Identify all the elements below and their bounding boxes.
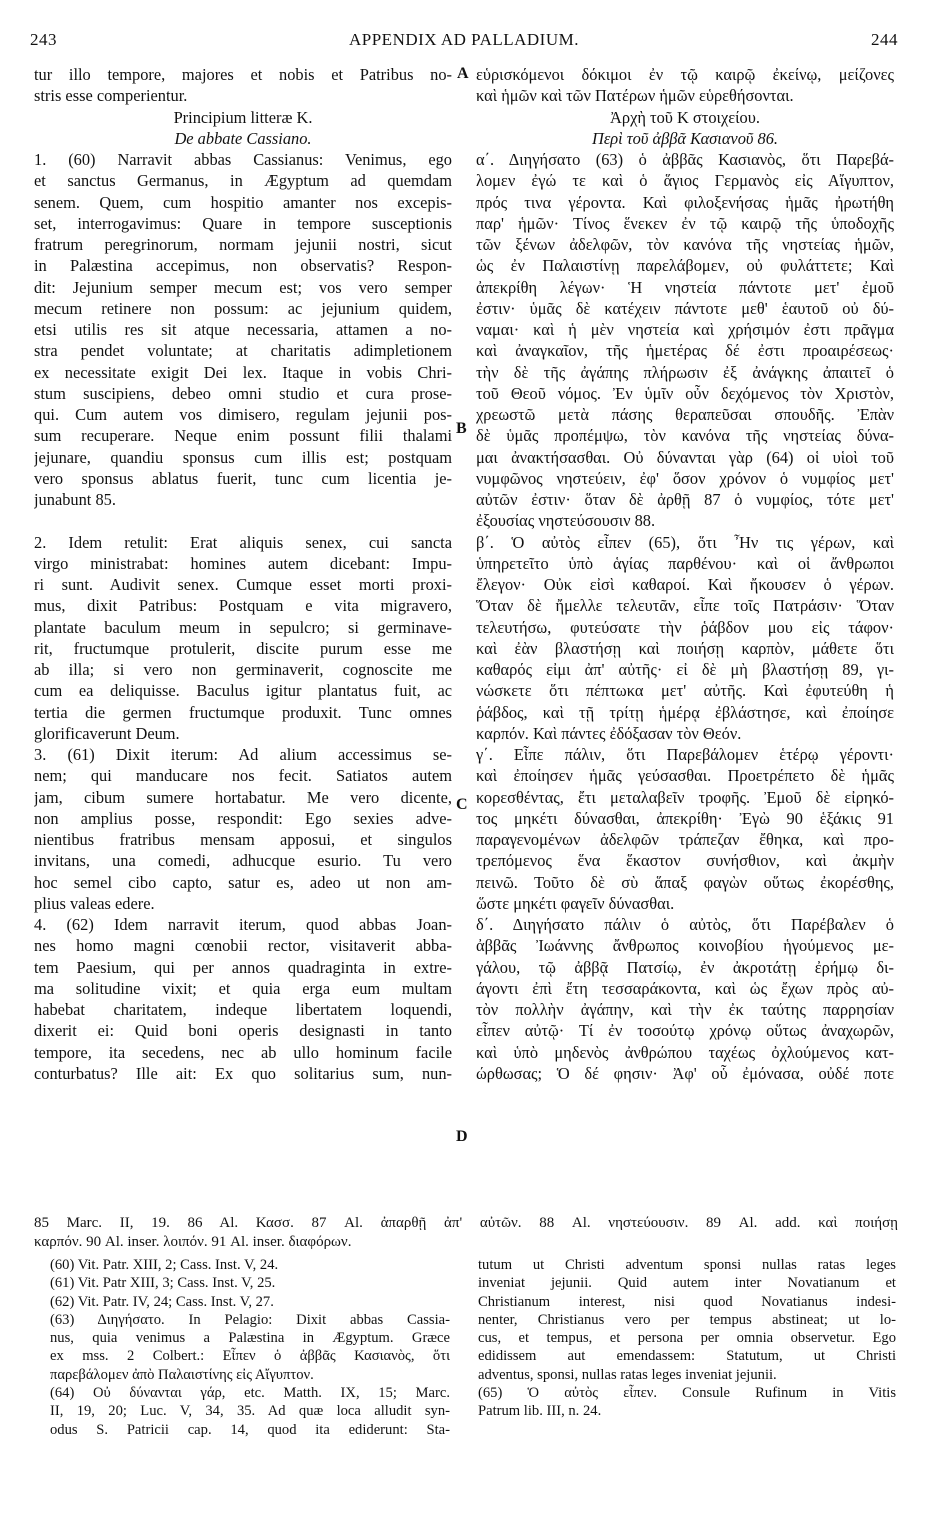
latin-text-line: non amplius posse, respondit: Ego sexies adve- xyxy=(34,808,452,828)
footnote-line: nus, quia venimus a Palæstina in Ægyptum. Græce xyxy=(50,1330,450,1347)
latin-text-line: stris esse comperientur. xyxy=(34,86,188,106)
footnotes-left xyxy=(50,1256,450,1439)
greek-text-line: δ΄. Διηγήσατο πάλιν ὁ αὐτὸς, ὅτι Παρέβαλεν ὁ xyxy=(476,915,894,934)
latin-text-line: tur illo tempore, majores et nobis et Patribus no- xyxy=(34,65,452,84)
greek-text-line: τοῦ Θεοῦ νόμος. Ἐν ὑμῖν οὖν δεχόμενος τὸν Χριστὸν, xyxy=(476,383,894,403)
latin-column xyxy=(34,64,452,1084)
footnote-line: (65) Ὁ αὐτὸς εἶπεν. Consule Rufinum in Vitis xyxy=(478,1385,896,1402)
latin-text-line: dit: Jejunium semper mecum est; vos vero semper xyxy=(34,277,452,297)
footnote-line: Christianum interest, nisi quod Novatianus indesi- xyxy=(478,1293,896,1310)
greek-text-line: κορεσθέντας, ἔτι μεταλαβεῖν τροφῆς. Ἐμοῦ δὲ εἰρηκό- xyxy=(476,787,894,807)
greek-text-line: τὸν πολλὴν ἀγάπην, καὶ τὴν ἐκ ταύτης παρρησίαν xyxy=(476,1000,894,1019)
greek-text-line: ἀπεκρίθη λέγων· Ἡ νηστεία πάντοτε μετ' ἐμοῦ xyxy=(476,277,894,297)
latin-text-line: nientibus fratribus mensam apposui, et singulos xyxy=(34,830,452,849)
latin-text-line: nes homo magni cœnobii rector, visitaverit abba- xyxy=(34,936,452,956)
greek-text-line: καρπόν. Καὶ πάντες ἐδόξασαν τὸν Θεόν. xyxy=(476,723,742,743)
latin-text-line xyxy=(34,510,452,531)
footnote-line: II, 19, 20; Luc. V, 34, 35. Ad quæ loca alludit syn- xyxy=(50,1403,450,1420)
greek-text-line: ἀββᾶς Ἰωάννης ἄνθρωπος κοινοβίου ἡγούμενος με- xyxy=(476,936,894,956)
latin-text-line: plantate baculum meum in sepulcro; si germinave- xyxy=(34,617,452,637)
latin-text-line: ri sunt. Audivit senex. Cumque esset morti proxi- xyxy=(34,575,452,594)
greek-text-line: Ὅταν δὲ ἤμελλε τελευτᾶν, εἶπε τοῖς Πατράσιν· Ὅταν xyxy=(476,596,894,616)
greek-text-line: ῥάβδος, καὶ τῇ τρίτῃ ἡμέρᾳ ἐβλάστησε, καὶ ἐποίησε xyxy=(476,702,894,722)
greek-text-line: γάλου, τῷ ἀββᾷ Πατσίῳ, ἐν ἀκροτάτῃ ἐρήμῳ δι- xyxy=(476,957,894,977)
latin-text-line: nem; qui manducare nos fecit. Satiatos autem xyxy=(34,766,452,786)
latin-text-line: conturbatus? Ille ait: Ex quo solitarius sum, nun- xyxy=(34,1063,452,1083)
latin-text-line: invitans, una comedi, adhucque esurio. Tu vero xyxy=(34,851,452,871)
footnote-line: ex mss. 2 Colbert.: Εἶπεν ὁ ἀββᾶς Κασιανὸς, ὅτι xyxy=(50,1348,450,1365)
greek-text-line: τὴν δὲ τῆς ἀγάπης πλήρωσιν ἐξ ἀνάγκης ἀπαιτεῖ ὁ xyxy=(476,362,894,382)
running-header xyxy=(30,30,898,52)
latin-text-line: stum suscipiens, debeo omni studio et cura prose- xyxy=(34,383,452,403)
latin-text-line: qui. Cum autem vos dimisero, regulam jejunii pos- xyxy=(34,405,452,424)
latin-text-line: vero sponsus ablatus fuerit, tunc cum licentia je- xyxy=(34,468,452,488)
latin-text-line: et sanctus Germanus, in Ægyptum ad quemdam xyxy=(34,171,452,191)
latin-text-line: etsi utilis res sit atque necessaria, attamen a no- xyxy=(34,320,452,339)
footnote-line: nenter, Christianus vero per tempus abstineat; ut lo- xyxy=(478,1311,896,1328)
latin-text-line: 4. (62) Idem narravit iterum, quod abbas Joan- xyxy=(34,915,452,934)
margin-mark-b: B xyxy=(456,420,467,437)
latin-text-line: tem Paesium, qui per annos quadraginta in extre- xyxy=(34,957,452,977)
latin-text-line: senem. Quem, cum hospitio amanter nos excepis- xyxy=(34,192,452,212)
footnote-line: odus S. Patricii cap. 14, quod ita ediderunt: Sta- xyxy=(50,1421,450,1438)
footnote-line: (60) Vit. Patr. XIII, 2; Cass. Inst. V, 24. xyxy=(50,1257,279,1273)
greek-text-line: παραγενομένων ἀδελφῶν τράπεζαν ἔθηκα, καὶ προ- xyxy=(476,830,894,849)
latin-text-line: ab illa; si vero non germinaverit, cognoscite me xyxy=(34,660,452,679)
latin-text-line: habebat charitatem, indeque libertatem loquendi, xyxy=(34,1000,452,1019)
greek-text-line: καὶ ἀναγκαῖον, τῆς ἡμετέρας δέ ἐστι προαιρέσεως· xyxy=(476,341,894,361)
running-title: APPENDIX AD PALLADIUM. xyxy=(349,30,579,49)
greek-text-line: εὑρισκόμενοι δόκιμοι ἐν τῷ καιρῷ ἐκείνῳ, μείζονες xyxy=(476,65,894,84)
footnote-line: (62) Vit. Patr. IV, 24; Cass. Inst. V, 27. xyxy=(50,1293,274,1310)
latin-text-line: virgo ministrabat: homines autem dicebant: Impu- xyxy=(34,553,452,573)
greek-text-line: ἔλεγον· Οὐκ εἰσὶ καθαροί. Καὶ ἤκουσεν ὁ γέρων. xyxy=(476,575,894,594)
latin-text-line: mecum retinere non possum: ac jejunium quidem, xyxy=(34,298,452,318)
footnote-line: adventus, sponsi, nullas ratas leges inveniat jejunii. xyxy=(478,1366,777,1383)
greek-text-line: ώρθωσας; Ὁ δέ φησιν· Ἀφ' οὗ ἐμόνασα, οὐδέ ποτε xyxy=(476,1063,894,1083)
latin-text-line: 2. Idem retulit: Erat aliquis senex, cui sancta xyxy=(34,532,452,552)
greek-text-line: νυμφῶνος νηστεύειν, ἐφ' ὅσον χρόνον ὁ νυμφίος μετ' xyxy=(476,468,894,488)
greek-text-line: τρεπόμενος ἕνα ἕκαστον συνήσθιον, καὶ ἀκμὴν xyxy=(476,851,894,871)
greek-text-line: λομεν ἐγώ τε καὶ ὁ ἅγιος Γερμανὸς εἰς Αἴγυπτον, xyxy=(476,171,894,191)
latin-text-line: plius valeas edere. xyxy=(34,893,155,913)
footnote-line: παρεβάλομεν ἀπὸ Παλαιστίνης εἰς Αἴγυπτον. xyxy=(50,1366,314,1383)
latin-text-line: Principium litteræ K. xyxy=(173,107,313,127)
greek-text-line: καὶ ἐποίησεν ἡμᾶς γεύσασθαι. Προετρέπετο δὲ ἡμᾶς xyxy=(476,766,894,786)
greek-text-line: β΄. Ὁ αὐτὸς εἶπεν (65), ὅτι Ἦν τις γέρων, καὶ xyxy=(476,532,894,552)
latin-text-line: tertia die germen fructumque produxit. Tunc omnes xyxy=(34,702,452,722)
latin-text-line: jejunare, quandiu sponsus cum illis est; postquam xyxy=(34,447,452,467)
greek-text-line: γ΄. Εἶπε πάλιν, ὅτι Παρεβάλομεν ἑτέρῳ γέροντι· xyxy=(476,745,894,764)
variant-note-line: καρπόν. 90 Al. inser. λοιπόν. 91 Al. inser. διαφόρων. xyxy=(34,1234,352,1250)
greek-text-line: πρός τινα γέροντα. Καὶ φιλοξενήσας ἡμᾶς ἠρωτήθη xyxy=(476,192,894,212)
page-number-left: 243 xyxy=(30,30,57,49)
greek-text-line: ναμαι· καὶ ἡ μὲν νηστεία καὶ χρήσιμόν ἐστι πρᾶγμα xyxy=(476,320,894,339)
greek-text-line: Περὶ τοῦ ἀββᾶ Κασιανοῦ 86. xyxy=(591,128,778,148)
greek-text-line: ὑπηρετεῖτο ὑπὸ ἁγίας παρθένου· καὶ οἱ ἄνθρωποι xyxy=(476,553,894,573)
footnote-line: Patrum lib. III, n. 24. xyxy=(478,1403,602,1420)
margin-mark-d: D xyxy=(456,1128,468,1145)
greek-text-line: καθαρός εἰμι ἀπ' αὐτῆς· εἰ δὲ μὴ βλαστήσῃ 89, γι- xyxy=(476,660,894,679)
greek-text-line: άγοντι ἐπὶ ἔτη τεσσαράκοντα, καὶ ὡς ἔχων πρὸς αὐ- xyxy=(476,978,894,998)
greek-text-line: εἶπεν αὐτῷ· Τί ἐν τοσούτῳ χρόνῳ οὕτως ἀναχωρῶν, xyxy=(476,1021,894,1041)
margin-mark-a: A xyxy=(457,65,469,82)
latin-text-line: stra pendet voluntate; at charitatis adimpletionem xyxy=(34,341,452,361)
latin-text-line: mus, dixit Patribus: Postquam e vita migravero, xyxy=(34,596,452,616)
footnote-line: (61) Vit. Patr XIII, 3; Cass. Inst. V, 25. xyxy=(50,1275,276,1292)
greek-text-line: χρεωστῶ μετὰ πάσης θεραπεῦσαι σπουδῆς. Ἐπὰν xyxy=(476,405,894,424)
greek-text-line: ἐξουσίας νηστεύσουσιν 88. xyxy=(476,511,656,531)
greek-text-line: ὡς ἐν Παλαιστίνῃ παρελάβομεν, οὐ φυλάττετε; Καὶ xyxy=(476,256,894,276)
greek-text-line: δὲ ὑμᾶς προπέμψω, τὸν κανόνα τῆς νηστείας δύνα- xyxy=(476,426,894,446)
latin-text-line: 1. (60) Narravit abbas Cassianus: Venimus, ego xyxy=(34,150,452,169)
greek-text-line: πεινῶ. Τοῦτο δὲ σὺ ἅπαξ φαγὼν οὕτως ἐκορέσθης, xyxy=(476,872,894,892)
footnote-line: edidissem aut emendassem: Statutum, ut Christi xyxy=(478,1348,896,1365)
latin-text-line: set, interrogavimus: Quare in tempore susceptionis xyxy=(34,213,452,233)
greek-column xyxy=(476,64,894,1084)
greek-text-line: ὥστε μηκέτι φαγεῖν δύνασθαι. xyxy=(476,893,675,913)
greek-text-line: τος μηκέτι δύνασθαι, ἀπεκρίθη· Ἐγὼ 90 ἑξάκις 91 xyxy=(476,808,894,828)
latin-text-line: in Palæstina accepimus, non observatis? Respon- xyxy=(34,256,452,276)
footnotes-right xyxy=(478,1256,896,1421)
latin-text-line: ex necessitate exigit Dei lex. Itaque in vobis Chri- xyxy=(34,362,452,382)
variant-notes xyxy=(34,1214,898,1252)
variant-note-line: 85 Marc. II, 19. 86 Al. Κασσ. 87 Al. ἀπαρθῇ ἀπ' αὐτῶν. 88 Al. νηστεύουσιν. 89 Al. add. καὶ ποιήσῃ xyxy=(34,1215,898,1231)
latin-text-line: glorificaverunt Deum. xyxy=(34,723,180,743)
latin-text-line: fratrum peregrinorum, normam jejunii nostri, sicut xyxy=(34,235,452,254)
greek-text-line: καὶ ἐὰν βλαστήσῃ καὶ ποιήσῃ καρπὸν, μάθετε ὅτι xyxy=(476,638,894,658)
greek-text-line: τελευτήσω, φυτεύσατε τὴν ῥάβδον μου εἰς τάφον· xyxy=(476,617,894,637)
latin-text-line: sum recuperare. Neque enim possunt filii thalami xyxy=(34,426,452,446)
latin-text-line: 3. (61) Dixit iterum: Ad alium accessimus se- xyxy=(34,745,452,764)
greek-text-line: καὶ ἡμῶν καὶ τῶν Πατέρων ἡμῶν εὑρεθήσονται. xyxy=(476,86,794,106)
latin-text-line: rit, fructumque protulerit, discite purum esse me xyxy=(34,638,452,658)
latin-text-line: De abbate Cassiano. xyxy=(174,128,312,148)
latin-text-line: ma solitudine vixit; et quia erga eum multam xyxy=(34,978,452,998)
greek-text-line: αὐτῶν ἐστιν· ὅταν δὲ ἀρθῇ 87 ὁ νυμφίος, τότε μετ' xyxy=(476,490,894,509)
greek-text-line: α΄. Διηγήσατο (63) ὁ ἀββᾶς Κασιανὸς, ὅτι Παρεβά- xyxy=(476,150,894,169)
footnote-line: (64) Οὐ δύνανται γάρ, etc. Matth. IX, 15; Marc. xyxy=(50,1385,450,1402)
footnote-line: cus, et tempus, et persona per omnia observetur. Ego xyxy=(478,1330,896,1347)
greek-text-line: τῶν ξένων ἀδελφῶν, τὸν κανόνα τῆς νηστείας ἡμῶν, xyxy=(476,235,894,254)
footnote-line: tutum ut Christi adventum sponsi nullas ratas leges xyxy=(478,1257,896,1273)
latin-text-line: cum ea deliquisse. Baculus igitur plantatus fuit, ac xyxy=(34,681,452,701)
greek-text-line: παρ' ἡμῶν· Τίνος ἕνεκεν ἐν τῷ καιρῷ τῆς ὑποδοχῆς xyxy=(476,213,894,233)
greek-text-line: καὶ ὑπὸ μηδενὸς ἀνθρώπου ταχέως ὀχλούμενος κατ- xyxy=(476,1042,894,1062)
latin-text-line: tempore, ita secedens, nec ab ullo hominum facile xyxy=(34,1042,452,1062)
latin-text-line: jam, cibum sumere hortabatur. Me vero dicente, xyxy=(34,787,452,807)
latin-text-line: dixerit ei: Quid boni operis designasti in tanto xyxy=(34,1021,452,1041)
page-number-right: 244 xyxy=(871,30,898,49)
margin-mark-c: C xyxy=(456,796,468,813)
footnote-line: inveniat jejunii. Quid autem inter Novatianum et xyxy=(478,1275,896,1292)
latin-text-line: junabunt 85. xyxy=(34,490,116,509)
greek-text-line: μαι ἀνακτήσασθαι. Οὐ δύνανται γὰρ (64) οἱ υἱοὶ τοῦ xyxy=(476,447,894,467)
greek-text-line: Ἀρχὴ τοῦ Κ στοιχείου. xyxy=(610,107,760,127)
greek-text-line: νώσκετε ὅτι πέπτωκα μετ' αὐτῆς. Καὶ ἐφυτεύθη ἡ xyxy=(476,681,894,701)
footnote-line: (63) Διηγήσατο. In Pelagio: Dixit abbas Cassia- xyxy=(50,1311,450,1328)
greek-text-line: ἐστιν· ὑμᾶς δὲ κατέχειν πάντοτε μεθ' ἑαυτοῦ οὐ δύ- xyxy=(476,298,894,318)
latin-text-line: hoc semel cibo capto, satur es, adeo ut non am- xyxy=(34,872,452,892)
